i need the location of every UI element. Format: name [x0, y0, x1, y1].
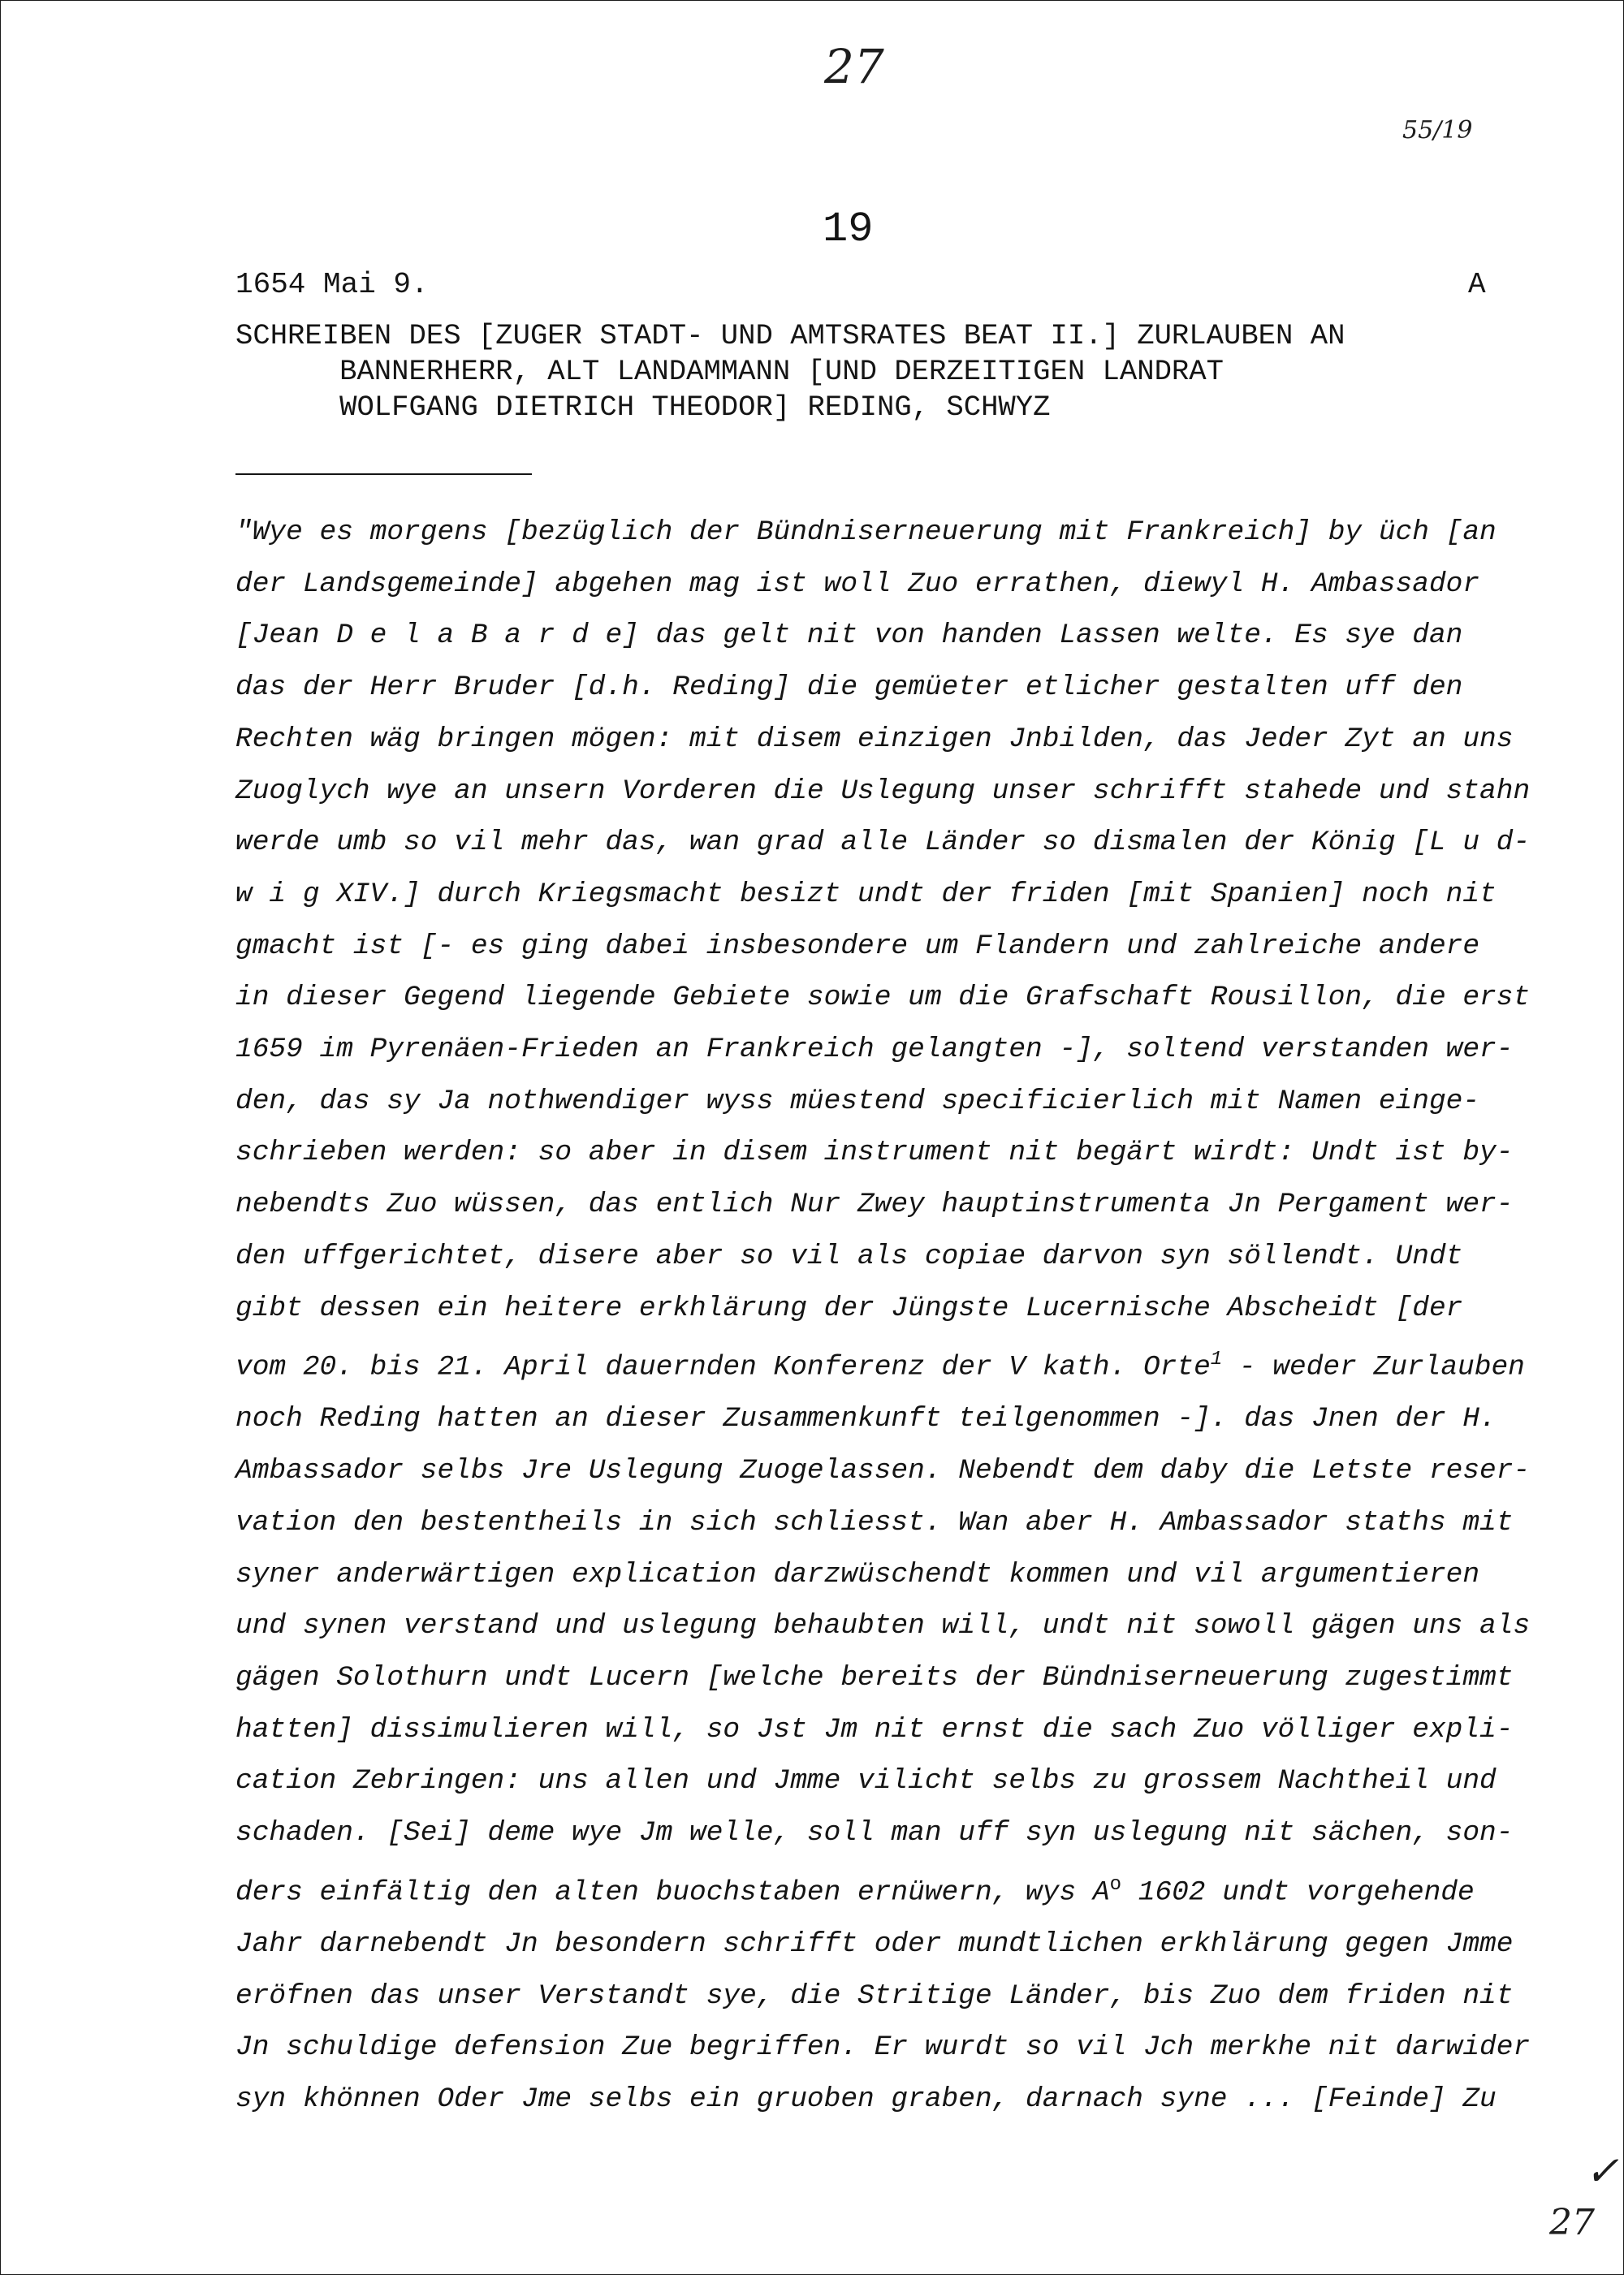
series-mark: A — [1468, 268, 1486, 301]
text-line: schrieben werden: so aber in disem instrument nit begärt wirdt: Undt ist by- — [235, 1137, 1514, 1169]
document-date: 1654 Mai 9. — [235, 268, 429, 301]
text-line: nebendts Zuo wüssen, das entlich Nur Zwey hauptinstrumenta Jn Pergament wer- — [235, 1189, 1514, 1221]
heading-line: WOLFGANG DIETRICH THEODOR] REDING, SCHWYZ — [235, 391, 1051, 424]
handwritten-page-number: 27 — [824, 39, 884, 94]
text-line: gibt dessen ein heitere erkhlärung der Jüngste Lucernische Abscheidt [der — [235, 1292, 1463, 1324]
text-segment: 1602 undt vorgehende — [1121, 1876, 1475, 1909]
heading-divider — [235, 473, 532, 475]
reference-number: 55/19 — [1402, 116, 1473, 145]
check-mark-icon: ✓ — [1585, 2148, 1619, 2195]
text-line: den, das sy Ja nothwendiger wyss müestend specificierlich mit Namen einge- — [235, 1085, 1480, 1117]
corner-page-number: 27 — [1549, 2202, 1595, 2243]
text-segment: vom 20. bis 21. April dauernden Konferenz der V kath. Orte — [235, 1351, 1211, 1384]
text-line: hatten] dissimulieren will, so Jst Jm nit ernst die sach Zuo völliger expli- — [235, 1713, 1514, 1746]
text-line: Ambassador selbs Jre Uslegung Zuogelassen. Nebendt dem daby die Letste reser- — [235, 1455, 1531, 1487]
text-line: [Jean D e l a B a r d e] das gelt nit von handen Lassen welte. Es sye dan — [235, 619, 1463, 652]
footnote-mark: 1 — [1210, 1349, 1223, 1371]
text-line: "Wye es morgens [bezüglich der Bündniserneuerung mit Frankreich] by üch [an — [235, 516, 1497, 548]
text-line: in dieser Gegend liegende Gebiete sowie um die Grafschaft Rousillon, die erst — [235, 982, 1531, 1014]
text-line-with-superscript — [235, 1859, 1502, 1919]
text-line: vation den bestentheils in sich schliesst. Wan aber H. Ambassador staths mit — [235, 1506, 1514, 1539]
text-line: w i g XIV.] durch Kriegsmacht besizt undt der friden [mit Spanien] noch nit — [235, 878, 1497, 910]
text-line: syn khönnen Oder Jme selbs ein gruoben graben, darnach syne ... [Feinde] Zu — [235, 2083, 1497, 2116]
text-line: syner anderwärtigen explication darzwüschendt kommen und vil argumentieren — [235, 1558, 1480, 1591]
text-line: und synen verstand und uslegung behaubten will, undt nit sowoll gägen uns als — [235, 1610, 1531, 1643]
text-line: schaden. [Sei] deme wye Jm welle, soll man uff syn uslegung nit sächen, son- — [235, 1817, 1514, 1850]
text-line: Jahr darnebendt Jn besondern schrifft oder mundtlichen erkhlärung gegen Jmme — [235, 1927, 1514, 1960]
text-line-with-footnote — [235, 1334, 1525, 1393]
text-line: cation Zebringen: uns allen und Jmme vilicht selbs zu grossem Nachtheil und — [235, 1765, 1497, 1798]
text-line: noch Reding hatten an dieser Zusammenkunft teilgenommen -]. das Jnen der H. — [235, 1403, 1497, 1435]
text-line: Zuoglych wye an unsern Vorderen die Uslegung unser schrifft stahede und stahn — [235, 775, 1531, 807]
document-heading — [235, 318, 1345, 425]
text-line: gmacht ist [- es ging dabei insbesondere um Flandern und zahlreiche andere — [235, 930, 1480, 962]
text-segment: - weder Zurlauben — [1222, 1351, 1525, 1384]
text-line: 1659 im Pyrenäen-Frieden an Frankreich gelangten -], soltend verstanden wer- — [235, 1034, 1514, 1066]
heading-line: SCHREIBEN DES [ZUGER STADT- UND AMTSRATES BEAT II.] ZURLAUBEN AN — [235, 319, 1345, 352]
superscript-o: o — [1109, 1873, 1121, 1896]
heading-line: BANNERHERR, ALT LANDAMMANN [UND DERZEITIGEN LANDRAT — [235, 355, 1224, 388]
text-line: eröfnen das unser Verstandt sye, die Stritige Länder, bis Zuo dem friden nit — [235, 1979, 1514, 2012]
text-line: das der Herr Bruder [d.h. Reding] die gemüeter etlicher gestalten uff den — [235, 671, 1463, 704]
transcription-body — [235, 507, 1531, 2126]
text-line: Jn schuldige defension Zue begriffen. Er wurdt so vil Jch merkhe nit darwider — [235, 2031, 1531, 2064]
text-line: den uffgerichtet, disere aber so vil als copiae darvon syn söllendt. Undt — [235, 1240, 1463, 1272]
text-segment: ders einfältig den alten buochstaben ernüwern, wys A — [235, 1876, 1110, 1909]
text-line: der Landsgemeinde] abgehen mag ist woll Zuo errathen, diewyl H. Ambassador — [235, 568, 1480, 600]
text-line: gägen Solothurn undt Lucern [welche bereits der Bündniserneuerung zugestimmt — [235, 1661, 1514, 1694]
text-line: Rechten wäg bringen mögen: mit disem einzigen Jnbilden, das Jeder Zyt an uns — [235, 723, 1514, 755]
document-number: 19 — [823, 205, 874, 253]
text-line: werde umb so vil mehr das, wan grad alle Länder so dismalen der König [L u d- — [235, 827, 1531, 859]
